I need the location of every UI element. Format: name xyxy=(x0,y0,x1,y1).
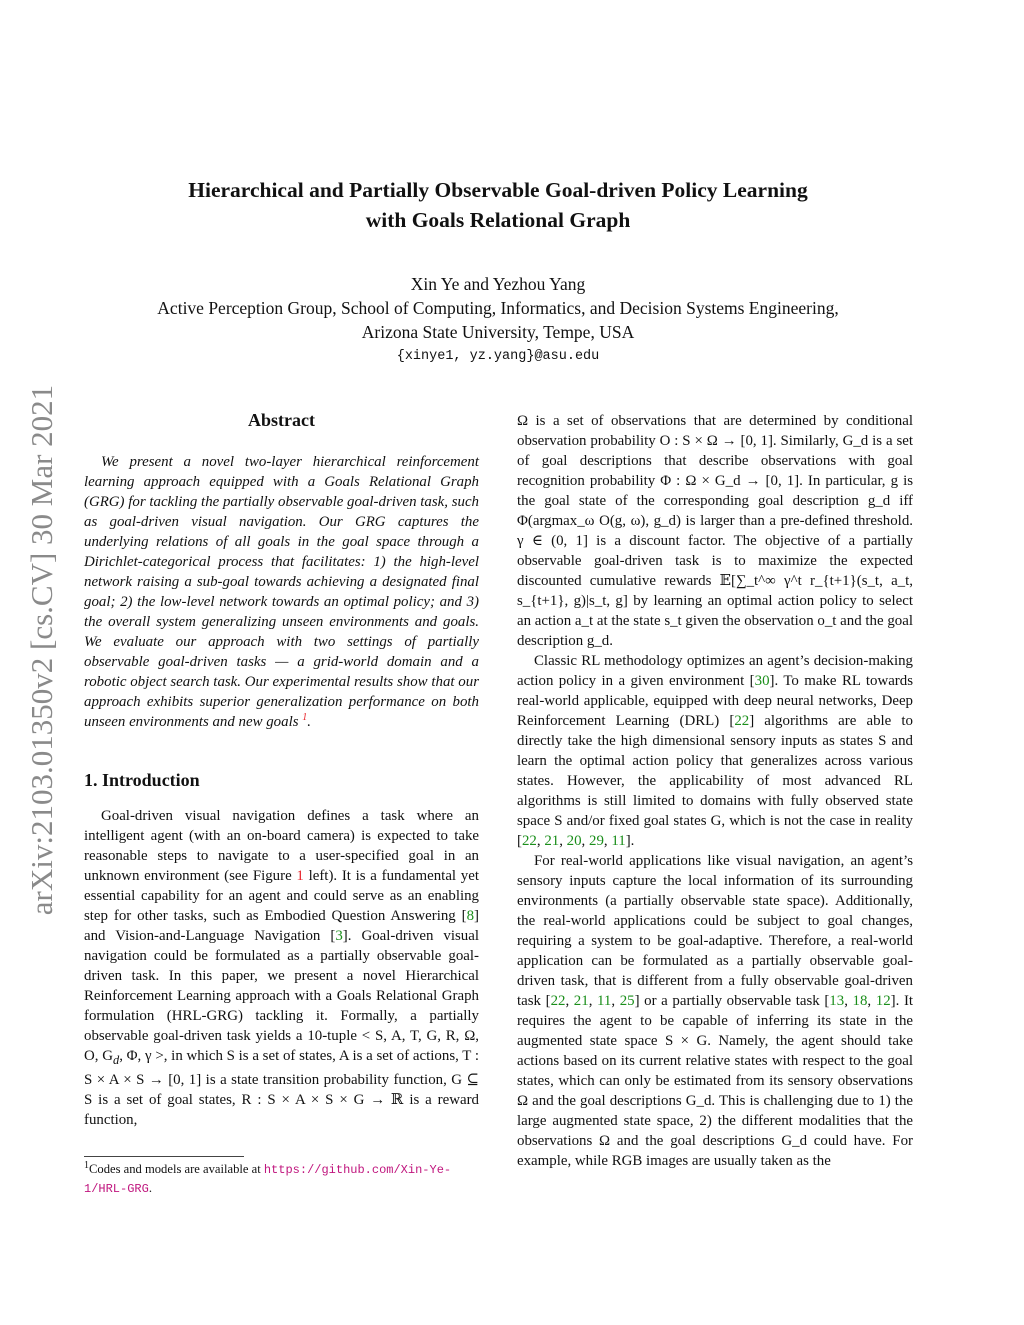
intro-text-e: , Φ, γ >, in which S is a set of states, A is a set of actions, T : S × A × S → [0, 1] is a state transition probability function, G ⊆ S is a set of goal states, R : S × A × S × G → ℝ is a reward function, xyxy=(84,1048,480,1128)
footnote-text: Codes and models are available at xyxy=(89,1162,264,1176)
abstract-body-text: We present a novel two-layer hierarchical reinforcement learning approach equipped with a Goals Relational Graph (GRG) for tackling the partially observable goal-driven task, such as goal-driven visual navigation. Our GRG captures the underlying relations of all goals in the goal space through a Dirichlet-categorical process that facilitates: 1) the high-level network raising a sub-goal towards achieving a designated final goal; 2) the low-level network towards an optimal policy; and 3) the overall system generalizing unseen environments and goals. We evaluate our approach with two settings of partially observable goal-driven tasks — a grid-world domain and a robotic object search task. Our experimental results show that our approach exhibits superior generalization performance on both unseen environments and new goals xyxy=(84,454,479,730)
abstract-heading: Abstract xyxy=(248,410,315,430)
author-email: {xinye1, yz.yang}@asu.edu xyxy=(396,349,600,364)
citation-link[interactable]: 11 xyxy=(611,833,626,849)
citation-link[interactable]: 13 xyxy=(829,993,845,1009)
right-column xyxy=(517,411,913,1171)
author-names: Xin Ye and Yezhou Yang xyxy=(410,274,586,294)
citation-link[interactable]: 20 xyxy=(566,833,582,849)
citation-link[interactable]: 25 xyxy=(619,993,635,1009)
rl-text-c: ] algorithms are able to directly take the high dimensional sensory inputs as states S and learn the optimal action policy that generalizes across various states. However, the applicability of most advanced RL algorithms is still limited to domains with fully observed state space S and/or fixed goal states G, which is not the case in reality [ xyxy=(517,713,913,849)
rl-text-d: ]. xyxy=(625,833,635,849)
citation-link[interactable]: 18 xyxy=(852,993,868,1009)
citation-link[interactable]: 29 xyxy=(589,833,604,849)
affiliation-line-1: Active Perception Group, School of Computing, Informatics, and Decision Systems Engineering, xyxy=(157,298,839,318)
citation-link[interactable]: 21 xyxy=(544,833,560,849)
arxiv-identifier: arXiv:2103.01350v2 [cs.CV] 30 Mar 2021 xyxy=(24,384,59,916)
intro-text-c: ] and Vision-and-Language Navigation [ xyxy=(84,908,479,944)
definition-paragraph: Ω is a set of observations that are determined by conditional observation probability O : S × Ω → [0, 1]. Similarly, G_d is a set of goal descriptions that describe observations with goal recognition probability Φ : Ω × G_d → [0, 1]. In particular, g is the goal state of the corresponding goal description g_d iff Φ(argmax_ω O(g, ω), g_d) is larger than a pre-defined threshold. γ ∈ (0, 1] is a discount factor. The objective of a partially observable goal-driven task is to maximize the expected discounted cumulative rewards 𝔼[∑_t^∞ γ^t r_{t+1}(s_t, a_t, s_{t+1}, g)|s_t, g] by learning an optimal action policy to select an action a_t at the state s_t given the observation o_t and the goal description g_d. xyxy=(517,413,913,649)
footnote-mark: 1 xyxy=(84,1159,89,1171)
applications-paragraph: For real-world applications like visual navigation, an agent’s sensory inputs capture the local information of its surrounding environments (a partially observable state space). Additionally, the real-world applications could be subject to goal changes, requiring a system to be goal-adaptive. Therefore, a real-world application can be formulated as a partially observable goal-driven task, that is different from a fully observable goal-driven task [22, 21, 11, 25] or a partially observable task [13, 18, 12]. It requires the agent to be capable of inferring its state in the augmented state space S × G. Namely, the agent should take actions based on its current relative states with respect to the goal states, which can only be estimated from its sensory observations Ω and the goal descriptions G_d. This is challenging due to 1) the large augmented state space, 2) the different modalities that the observations Ω and the goal descriptions G_d could have. For example, while RGB images are usually taken as the xyxy=(517,853,914,1169)
footnote-ref-link[interactable]: 1 xyxy=(302,712,308,724)
citation-link[interactable]: 8 xyxy=(466,908,475,924)
rl-text-b: ]. To make RL towards real-world applicable, equipped with deep neural networks, Deep Reinforcement Learning (DRL) [ xyxy=(517,673,913,729)
figure-ref-link[interactable]: 1 xyxy=(296,868,304,884)
intro-text-a: Goal-driven visual navigation defines a task where an intelligent agent (with an on-board camera) is expected to take reasonable steps to navigate to a user-specified goal in an unknown environment (see Figure xyxy=(84,808,479,884)
app-text-b: ] or a partially observable task [ xyxy=(634,993,830,1009)
arxiv-sidebar xyxy=(20,350,64,950)
citation-link[interactable]: 12 xyxy=(875,993,891,1009)
intro-text-b: left). It is a fundamental yet essential capability for an agent and could serve as an enabling step for other tasks, such as Embodied Question Answering [ xyxy=(84,868,479,924)
section-heading-introduction: 1. Introduction xyxy=(84,770,200,790)
rl-paragraph: Classic RL methodology optimizes an agent’s decision-making action policy in a given environment [30]. To make RL towards real-world applicable, equipped with deep neural networks, Deep Reinforcement Learning (DRL) [22] algorithms are able to directly take the high dimensional sensory inputs as states S and learn the optimal action policy that generalizes across various states. However, the applicability of most advanced RL algorithms is still limited to domains with fully observed state space S and/or fixed goal states G, which is not the case in reality [22, 21, 20, 29, 11]. xyxy=(517,653,913,849)
abstract-text: We present a novel two-layer hierarchical reinforcement learning approach equipped with a Goals Relational Graph (GRG) for tackling the partially observable goal-driven task, such as goal-driven visual navigation. Our GRG captures the underlying relations of all goals in the goal space through a Dirichlet-categorical process that facilitates: 1) the high-level network raising a sub-goal towards achieving a designated final goal; 2) the low-level network towards an optimal policy; and 3) the overall system generalizing unseen environments and goals. We evaluate our approach with two settings of partially observable goal-driven tasks — a grid-world domain and a robotic object search task. Our experimental results show that our approach exhibits superior generalization performance on both unseen environments and new goals $^1$. xyxy=(84,454,479,730)
title-line-1: Hierarchical and Partially Observable Goal-driven Policy Learning xyxy=(188,178,808,202)
left-column xyxy=(84,408,479,1130)
footnote xyxy=(84,1160,479,1198)
title-line-2: with Goals Relational Graph xyxy=(365,208,631,232)
affiliation-line-2: Arizona State University, Tempe, USA xyxy=(361,322,635,342)
citation-link[interactable]: 21 xyxy=(573,993,589,1009)
intro-paragraph: Goal-driven visual navigation defines a task where an intelligent agent (with an on-board camera) is expected to take reasonable steps to navigate to a user-specified goal in an unknown environment (see Figure 1 left). It is a fundamental yet essential capability for an agent and could serve as an enabling step for other tasks, such as Embodied Question Answering [8] and Vision-and-Language Navigation [3]. Goal-driven visual navigation could be formulated as a partially observable goal-driven task. In this paper, we present a novel Hierarchical Reinforcement Learning approach with a Goals Relational Graph formulation (HRL-GRG) tackling it. Formally, a partially observable goal-driven task yields a 10-tuple < S, A, T, G, R, Ω, O, $G_d$, Φ, γ >, in which S is a set of states, A is a set of actions, T : S × A × S → [0, 1] is a state transition probability function, G ⊆ S is a set of goal states, R : S × A × S × G → ℝ is a reward function, xyxy=(84,808,480,1128)
citation-link[interactable]: 3 xyxy=(335,928,343,944)
footnote-divider xyxy=(84,1156,244,1157)
author-block xyxy=(80,272,916,370)
intro-text-d: ]. Goal-driven visual navigation could be formulated as a partially observable goal-driven task. In this paper, we present a novel Hierarchical Reinforcement Learning approach with a Goals Relational Graph formulation (HRL-GRG) tackling it. Formally, a partially observable goal-driven task yields a 10-tuple < S, A, T, G, R, Ω, O, G xyxy=(84,928,479,1064)
app-text-c: ]. It requires the agent to be capable of inferring its state in the augmented state space S × G. Namely, the agent should take actions based on its current relative states with respect to the goal states, which can only be estimated from its sensory observations Ω and the goal descriptions G_d. This is challenging due to 1) the large augmented state space, 2) the different modalities that the observations Ω and the goal descriptions G_d could have. For example, while RGB images are usually taken as the xyxy=(517,993,914,1169)
rl-text-a: Classic RL methodology optimizes an agent’s decision-making action policy in a given environment [ xyxy=(517,653,913,689)
paper-title xyxy=(100,175,896,235)
code-url-link[interactable]: https://github.com/Xin-Ye-1/HRL-GRG xyxy=(84,1163,452,1196)
citation-link[interactable]: 22 xyxy=(734,713,750,729)
footnote-end: . xyxy=(148,1181,152,1195)
citation-link[interactable]: 22 xyxy=(550,993,566,1009)
citation-link[interactable]: 11 xyxy=(597,993,612,1009)
citation-link[interactable]: 22 xyxy=(521,833,537,849)
app-text-a: For real-world applications like visual navigation, an agent’s sensory inputs capture the local information of its surrounding environments (a partially observable state space). Additionally, the real-world applications could be subject to goal changes, requiring a system to be goal-adaptive. Therefore, a real-world application can be formulated as a partially observable goal-driven task, that is different from a fully observable goal-driven task [ xyxy=(517,853,913,1009)
citation-link[interactable]: 30 xyxy=(754,673,770,689)
